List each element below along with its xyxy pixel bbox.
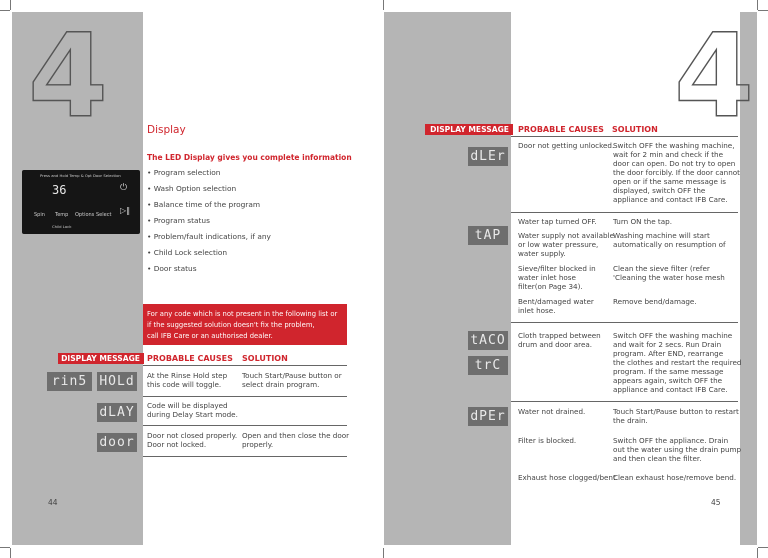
bullet-item: • Problem/fault indications, if any xyxy=(147,232,271,241)
error-code-dlay: dLAY xyxy=(97,403,137,422)
solution-line: and wait for 2 secs. Run Drain xyxy=(613,340,722,349)
error-code-rin5: rin5 xyxy=(47,372,92,391)
cause-line: drum and door area. xyxy=(518,340,593,349)
cause-line: Sieve/filter blocked in xyxy=(518,264,596,273)
cause-line: Water not drained. xyxy=(518,407,586,416)
solution-line: and then clean the filter. xyxy=(613,454,702,463)
table-rule xyxy=(511,401,738,402)
table-rule xyxy=(143,425,347,426)
cause-line: this code will toggle. xyxy=(147,380,222,389)
cause-line: Door not getting unlocked. xyxy=(518,141,615,150)
cause-line: filter(on Page 34). xyxy=(518,282,583,291)
solution-line: program. After END, rearrange xyxy=(613,349,724,358)
solution-line: program. If the same message xyxy=(613,367,724,376)
cause-line: At the Rinse Hold step xyxy=(147,371,228,380)
page-number-right: 45 xyxy=(711,498,721,507)
solution-line: select drain program. xyxy=(242,380,320,389)
bullet-item: • Balance time of the program xyxy=(147,200,261,209)
crop-mark xyxy=(383,548,384,558)
led-display-panel-image xyxy=(22,170,140,234)
cause-line: or low water pressure, xyxy=(518,240,599,249)
right-page-left-band xyxy=(384,12,511,545)
crop-mark xyxy=(0,10,10,11)
solution-line: Touch Start/Pause button or xyxy=(242,371,342,380)
solution-line: Remove bend/damage. xyxy=(613,297,697,306)
solution-line: appliance and contact IFB Care. xyxy=(613,195,728,204)
cause-line: water supply. xyxy=(518,249,566,258)
solution-line: Turn ON the tap. xyxy=(613,217,672,226)
solution-line: automatically on resumption of xyxy=(613,240,726,249)
page-number-left: 44 xyxy=(48,498,58,507)
cause-line: water inlet hose xyxy=(518,273,576,282)
bullet-item: • Door status xyxy=(147,264,197,273)
solution-line: Touch Start/Pause button to restart xyxy=(613,407,739,416)
probable-causes-header: PROBABLE CAUSES xyxy=(518,125,604,134)
cause-line: Code will be displayed xyxy=(147,401,228,410)
cause-line: Filter is blocked. xyxy=(518,436,577,445)
panel-digits: 36 xyxy=(52,183,67,197)
cause-line: Cloth trapped between xyxy=(518,331,601,340)
notice-line: call IFB Care or an authorised dealer. xyxy=(147,332,273,340)
display-message-header: DISPLAY MESSAGE xyxy=(425,124,513,135)
panel-button-label: Spin xyxy=(34,212,45,218)
solution-line: appliance and contact IFB Care. xyxy=(613,385,728,394)
table-rule xyxy=(143,365,347,366)
error-code-dper: dPEr xyxy=(468,407,508,426)
notice-line: For any code which is not present in the following list or xyxy=(147,310,338,318)
cause-line: Bent/damaged water xyxy=(518,297,594,306)
solution-header: SOLUTION xyxy=(612,125,658,134)
section-title: Display xyxy=(147,124,186,136)
crop-mark xyxy=(757,548,758,558)
panel-button-label: Options xyxy=(75,212,95,218)
solution-line: Clean the sieve filter (refer xyxy=(613,264,710,273)
cause-line: Door not locked. xyxy=(147,440,207,449)
solution-line: properly. xyxy=(242,440,274,449)
bullet-item: • Program status xyxy=(147,216,210,225)
table-rule xyxy=(511,212,738,213)
table-rule xyxy=(143,456,347,457)
crop-mark xyxy=(383,0,384,10)
power-icon: ⏻ xyxy=(120,183,128,193)
crop-mark xyxy=(757,0,758,10)
section-subtitle: The LED Display gives you complete information xyxy=(147,153,352,162)
error-code-tap: tAP xyxy=(468,226,508,245)
solution-line: out the water using the drain pump xyxy=(613,445,742,454)
solution-line: the drain. xyxy=(613,416,648,425)
table-rule xyxy=(511,136,738,137)
panel-top-text: Press and Hold Temp & Opt Door Selection xyxy=(40,173,121,178)
solution-header: SOLUTION xyxy=(242,354,288,363)
start-pause-icon: ▷‖ xyxy=(120,206,131,215)
solution-line: Switch OFF the washing machine, xyxy=(613,141,735,150)
panel-button-label: Select xyxy=(96,212,112,218)
error-code-trc: trC xyxy=(468,356,508,375)
solution-line: displayed, switch OFF the xyxy=(613,186,706,195)
chapter-number-left: 4 xyxy=(28,10,105,144)
cause-line: during Delay Start mode. xyxy=(147,410,238,419)
solution-line: Washing machine will start xyxy=(613,231,710,240)
solution-line: the clothes and restart the required xyxy=(613,358,742,367)
bullet-item: • Program selection xyxy=(147,168,221,177)
bullet-item: • Wash Option selection xyxy=(147,184,237,193)
solution-line: 'Cleaning the water hose mesh xyxy=(613,273,725,282)
solution-line: Open and then close the door xyxy=(242,431,350,440)
crop-mark xyxy=(758,10,768,11)
cause-line: Water supply not available xyxy=(518,231,614,240)
error-code-hold: HOLd xyxy=(97,372,137,391)
display-message-header: DISPLAY MESSAGE xyxy=(58,353,144,364)
solution-line: Switch OFF the washing machine xyxy=(613,331,733,340)
crop-mark xyxy=(758,547,768,548)
solution-line: Clean exhaust hose/remove bend. xyxy=(613,473,737,482)
panel-button-label: Temp xyxy=(55,212,69,218)
crop-mark xyxy=(0,547,10,548)
solution-line: door can open. Do not try to open xyxy=(613,159,736,168)
solution-line: wait for 2 min and check if the xyxy=(613,150,723,159)
notice-box xyxy=(143,304,347,345)
error-code-taco: tACO xyxy=(468,331,508,350)
bullet-item: • Child Lock selection xyxy=(147,248,228,257)
solution-line: open or if the same message is xyxy=(613,177,726,186)
cause-line: Water tap turned OFF. xyxy=(518,217,597,226)
solution-line: the door forcibly. If the door cannot xyxy=(613,168,741,177)
table-rule xyxy=(511,322,738,323)
table-rule xyxy=(143,396,347,397)
notice-line: if the suggested solution doesn't fix the problem, xyxy=(147,321,315,329)
chapter-number-right: 4 xyxy=(674,10,751,144)
cause-line: Exhaust hose clogged/bent. xyxy=(518,473,619,482)
crop-mark xyxy=(10,548,11,558)
error-code-door: door xyxy=(97,433,137,452)
error-code-dler: dLEr xyxy=(468,147,508,166)
solution-line: Switch OFF the appliance. Drain xyxy=(613,436,729,445)
panel-lock-label: Child Lock xyxy=(52,224,72,229)
crop-mark xyxy=(10,0,11,10)
solution-line: appears again, switch OFF the xyxy=(613,376,723,385)
probable-causes-header: PROBABLE CAUSES xyxy=(147,354,233,363)
cause-line: Door not closed properly. xyxy=(147,431,238,440)
cause-line: inlet hose. xyxy=(518,306,556,315)
